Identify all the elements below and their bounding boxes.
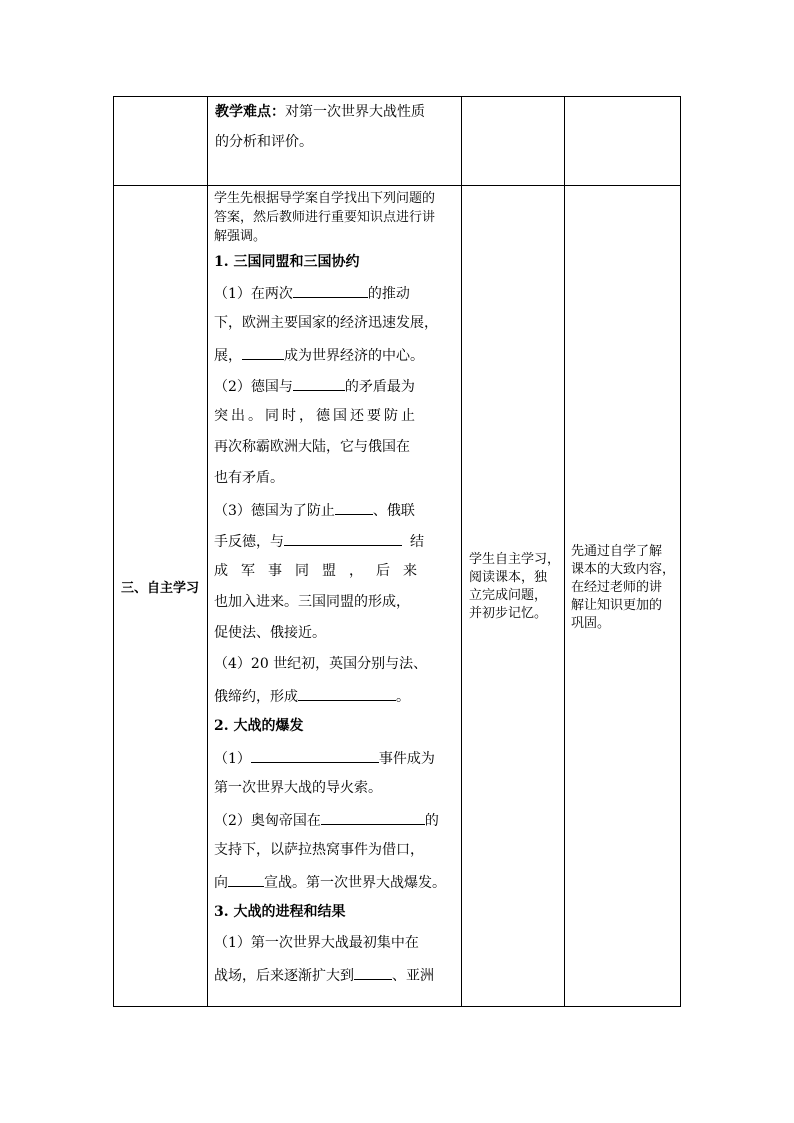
heading-1: 1. 三国同盟和三国协约 [214, 254, 360, 270]
question-2-line: 也有矛盾。 [214, 470, 284, 486]
question-1: （1）在两次 的推动 [214, 282, 410, 304]
table-border-top [113, 96, 681, 97]
question-1-line: 展， 成为世界经济的中心。 [214, 344, 424, 366]
table-border-left [113, 96, 114, 1007]
heading-2: 2. 大战的爆发 [214, 718, 304, 734]
question-3-line: 手反德，与 结 [214, 530, 424, 552]
intent-line: 先通过自学了解 [571, 544, 663, 559]
section-label: 三、自主学习 [121, 581, 200, 596]
question-2: （2）德国与 的矛盾最为 [214, 375, 415, 397]
blank [335, 499, 373, 515]
blank [321, 809, 425, 825]
intent-line: 解让知识更加的 [571, 598, 663, 613]
question-7: （1）第一次世界大战最初集中在 [214, 935, 419, 951]
lesson-plan-table [113, 96, 681, 1007]
intro-line: 解强调。 [214, 229, 267, 244]
question-3: （3）德国为了防止 、俄联 [214, 499, 415, 521]
question-3-line: 促使法、俄接近。 [214, 625, 326, 641]
question-6: （2）奥匈帝国在 的 [214, 809, 439, 831]
intent-line: 巩固。 [571, 616, 611, 631]
question-3-line: 成军事同盟，后来 [214, 563, 430, 579]
activity-line: 学生自主学习， [469, 552, 561, 567]
question-6-line: 支持下，以萨拉热窝事件为借口， [214, 842, 424, 858]
activity-line: 立完成问题， [469, 588, 548, 603]
activity-line: 并初步记忆。 [469, 606, 548, 621]
intro-line: 答案，然后教师进行重要知识点进行讲 [214, 210, 436, 225]
difficulty-text: 对第一次世界大战性质 [285, 104, 425, 120]
heading-3: 3. 大战的进程和结果 [214, 904, 346, 920]
blank [228, 871, 264, 887]
difficulty-text-cont: 的分析和评价。 [215, 134, 313, 150]
question-2-line: 再次称霸欧洲大陆，它与俄国在 [214, 439, 410, 455]
blank [251, 747, 379, 763]
intro-line: 学生先根据导学案自学找出下列问题的 [214, 191, 436, 206]
question-5-line: 第一次世界大战的导火索。 [214, 780, 382, 796]
table-border-right [680, 96, 681, 1007]
question-4-line: 俄缔约，形成 。 [214, 685, 410, 707]
intent-line: 在经过老师的讲 [571, 580, 663, 595]
blank [354, 964, 392, 980]
blank [284, 530, 402, 546]
blank [298, 685, 396, 701]
question-4: （4）20 世纪初，英国分别与法、 [214, 656, 428, 672]
intent-line: 课本的大致内容， [571, 562, 676, 577]
question-7-line: 战场，后来逐渐扩大到 、亚洲 [214, 964, 434, 986]
blank [242, 344, 284, 360]
question-5: （1） 事件成为 [214, 747, 435, 769]
question-6-line: 向 宣战。第一次世界大战爆发。 [214, 871, 446, 893]
column-divider-1 [207, 96, 208, 1007]
activity-line: 阅读课本，独 [469, 570, 548, 585]
column-divider-3 [564, 96, 565, 1007]
blank [293, 375, 345, 391]
column-divider-2 [461, 96, 462, 1007]
row-divider [113, 185, 681, 186]
blank [293, 282, 368, 298]
question-1-line: 下，欧洲主要国家的经济迅速发展， [214, 315, 438, 331]
table-border-bottom [113, 1006, 681, 1007]
difficulty-label: 教学难点： [215, 104, 285, 120]
question-2-line: 突出。同时，德国还要防止 [214, 408, 418, 424]
question-3-line: 也加入进来。三国同盟的形成， [214, 594, 410, 610]
